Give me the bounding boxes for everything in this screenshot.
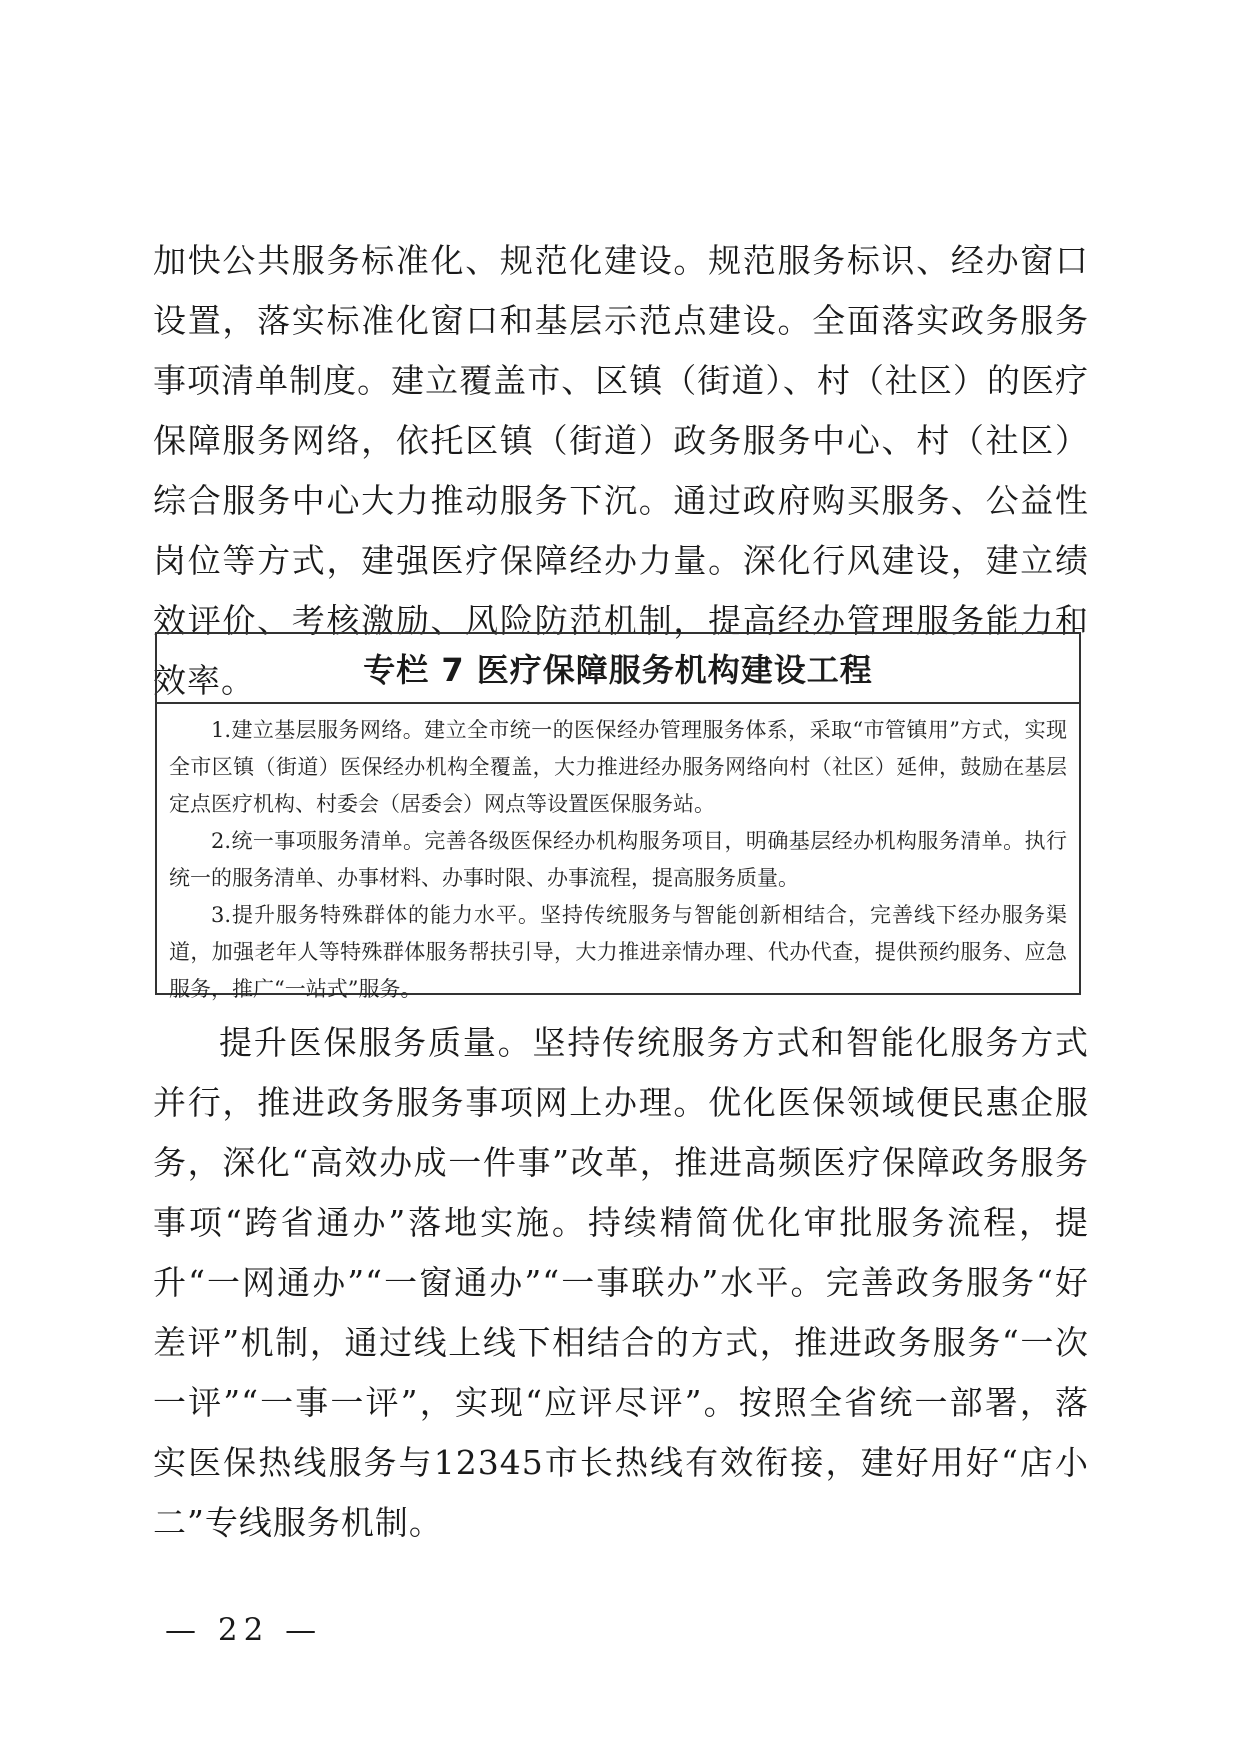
column-item-3: 3.提升服务特殊群体的能力水平。坚持传统服务与智能创新相结合，完善线下经办服务渠道，加强老年人等特殊群体服务帮扶引导，大力推进亲情办理、代办代查，提供预约服务、应急服务，推广“一站式”服务。 bbox=[169, 903, 1067, 1001]
column-box-body bbox=[157, 704, 1079, 1008]
page-number: — 22 — bbox=[165, 1612, 323, 1648]
column-box-title: 专栏 7 医疗保障服务机构建设工程 bbox=[157, 634, 1079, 704]
paragraph-service-quality: 提升医保服务质量。坚持传统服务方式和智能化服务方式并行，推进政务服务事项网上办理。优化医保领域便民惠企服务，深化“高效办成一件事”改革，推进高频医疗保障政务服务事项“跨省通办”落地实施。持续精简优化审批服务流程，提升“一网通办”“一窗通办”“一事联办”水平。完善政务服务“好差评”机制，通过线上线下相结合的方式，推进政务服务“一次一评”“一事一评”，实现“应评尽评”。按照全省统一部署，落实医保热线服务与12345市长热线有效衔接，建好用好“店小二”专线服务机制。 bbox=[153, 1023, 1089, 1542]
column-item-1: 1.建立基层服务网络。建立全市统一的医保经办管理服务体系，采取“市管镇用”方式，实现全市区镇（街道）医保经办机构全覆盖，大力推进经办服务网络向村（社区）延伸，鼓励在基层定点医疗机构、村委会（居委会）网点等设置医保服务站。 bbox=[169, 718, 1067, 816]
column-item-2: 2.统一事项服务清单。完善各级医保经办机构服务项目，明确基层经办机构服务清单。执行统一的服务清单、办事材料、办事时限、办事流程，提高服务质量。 bbox=[169, 829, 1067, 890]
column-box-7 bbox=[155, 632, 1081, 1001]
paragraph-service-standardization: 加快公共服务标准化、规范化建设。规范服务标识、经办窗口设置，落实标准化窗口和基层示范点建设。全面落实政务服务事项清单制度。建立覆盖市、区镇（街道）、村（社区）的医疗保障服务网络，依托区镇（街道）政务服务中心、村（社区）综合服务中心大力推动服务下沉。通过政府购买服务、公益性岗位等方式，建强医疗保障经办力量。深化行风建设，建立绩效评价、考核激励、风险防范机制，提高经办管理服务能力和效率。 bbox=[153, 241, 1089, 700]
